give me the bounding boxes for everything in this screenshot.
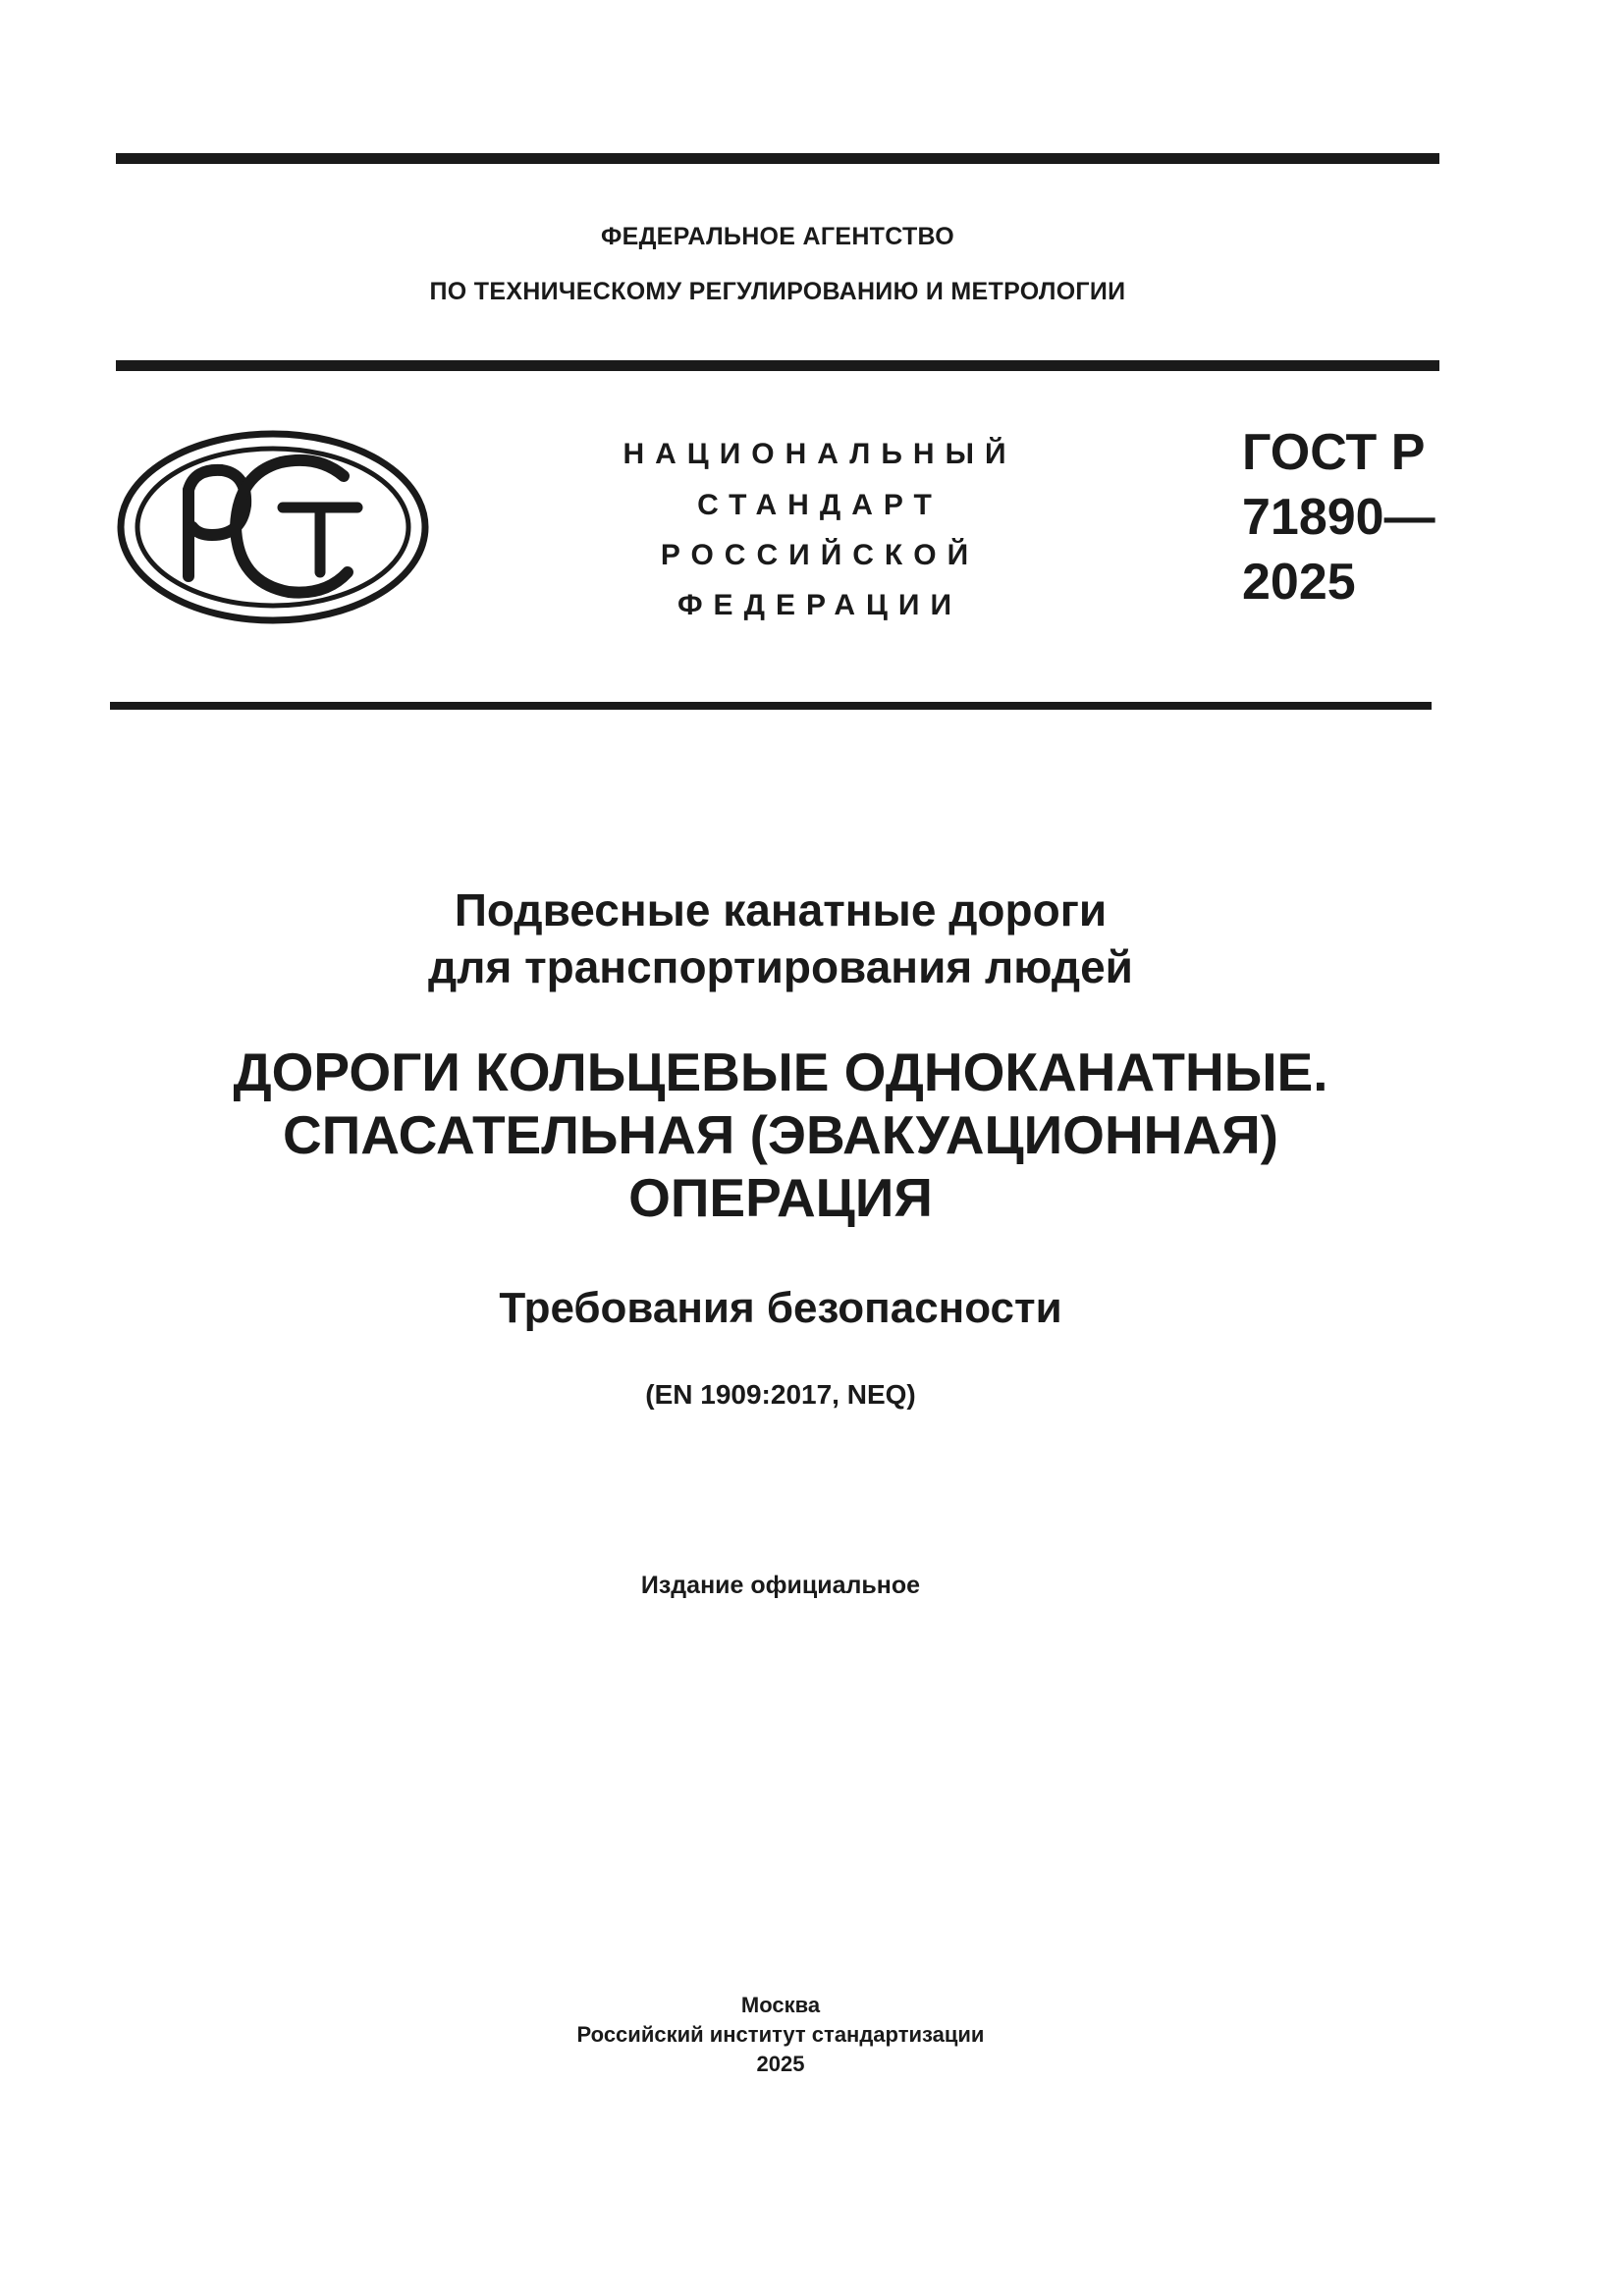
national-standard-line-1: НАЦИОНАЛЬНЫЙ — [623, 438, 1017, 470]
standard-designation — [1242, 420, 1435, 614]
header-rule — [116, 360, 1439, 371]
footer-year: 2025 — [756, 2052, 805, 2076]
national-standard-line-3: РОССИЙСКОЙ — [660, 539, 980, 571]
national-standard-line-2: СТАНДАРТ — [697, 489, 943, 521]
designation-line-1: ГОСТ Р — [1242, 424, 1426, 481]
document-subject — [0, 881, 1561, 995]
national-standard-line-4: ФЕДЕРАЦИИ — [677, 589, 963, 621]
agency-name-line-1: ФЕДЕРАЛЬНОЕ АГЕНТСТВО — [600, 223, 955, 250]
edition-note: Издание официальное — [640, 1572, 921, 1599]
top-rule — [116, 153, 1439, 164]
title-line-3: ОПЕРАЦИЯ — [628, 1167, 933, 1228]
subject-line-2: для транспортирования людей — [428, 941, 1133, 992]
title-line-2: СПАСАТЕЛЬНАЯ (ЭВАКУАЦИОННАЯ) — [283, 1104, 1278, 1165]
masthead-bottom-rule — [110, 702, 1432, 710]
rst-certification-mark-icon — [116, 429, 430, 625]
reference-standard: (EN 1909:2017, NEQ) — [645, 1379, 916, 1410]
designation-line-2: 71890— — [1242, 489, 1435, 546]
designation-line-3: 2025 — [1242, 554, 1356, 611]
title-line-1: ДОРОГИ КОЛЬЦЕВЫЕ ОДНОКАНАТНЫЕ. — [233, 1041, 1328, 1102]
subject-line-1: Подвесные канатные дороги — [454, 884, 1108, 935]
requirements-heading: Требования безопасности — [499, 1284, 1062, 1332]
agency-name-line-2: ПО ТЕХНИЧЕСКОМУ РЕГУЛИРОВАНИЮ И МЕТРОЛОГИИ — [429, 278, 1126, 305]
document-title — [0, 1041, 1561, 1229]
footer-publisher: Российский институт стандартизации — [576, 2022, 985, 2047]
footer-city: Москва — [740, 1993, 821, 2017]
imprint-footer — [0, 1991, 1561, 2079]
